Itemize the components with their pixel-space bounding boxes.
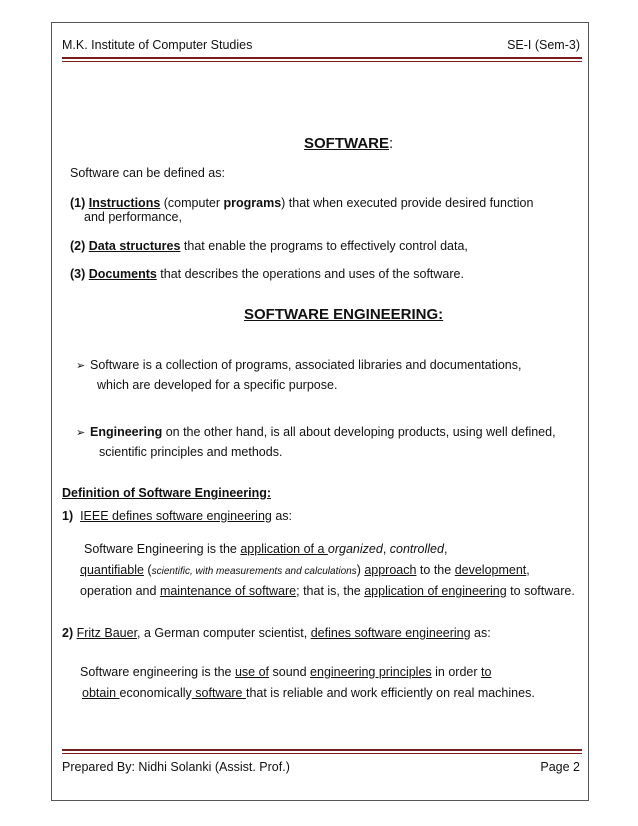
- software-item-1: (1) Instructions (computer programs) that when executed provide desired function: [70, 196, 534, 210]
- software-item-1-cont: and performance,: [84, 210, 182, 224]
- arrow-bullet-icon: ➢: [76, 427, 86, 439]
- quote-1-line-2: quantifiable (scientific, with measurements and calculations) approach to the development,: [80, 563, 530, 577]
- footer-right: Page 2: [540, 760, 580, 774]
- software-intro: Software can be defined as:: [70, 166, 225, 180]
- footer-left: Prepared By: Nidhi Solanki (Assist. Prof.): [62, 760, 290, 774]
- definition-heading: Definition of Software Engineering:: [62, 486, 272, 500]
- header-left: M.K. Institute of Computer Studies: [62, 38, 253, 52]
- quote-1-line-3: operation and maintenance of software; that is, the application of engineering to software.: [80, 584, 575, 598]
- se-bullet-1-cont: which are developed for a specific purpose.: [97, 378, 338, 392]
- definition-2: 2) Fritz Bauer, a German computer scientist, defines software engineering as:: [62, 626, 491, 640]
- arrow-bullet-icon: ➢: [76, 360, 86, 372]
- software-item-2: (2) Data structures that enable the programs to effectively control data,: [70, 239, 468, 253]
- se-title: SOFTWARE ENGINEERING:: [244, 306, 444, 323]
- header-rule: [62, 57, 582, 62]
- quote-2-line-2: obtain economically software that is reliable and work efficiently on real machines.: [82, 686, 535, 700]
- se-bullet-2: ➢ Engineering on the other hand, is all about developing products, using well defined,: [76, 425, 556, 439]
- quote-1-line-1: Software Engineering is the application of a organized, controlled,: [84, 542, 448, 556]
- quote-2-line-1: Software engineering is the use of sound engineering principles in order to: [80, 665, 492, 679]
- footer-rule: [62, 749, 582, 754]
- se-bullet-2-cont: scientific principles and methods.: [99, 445, 283, 459]
- software-title: SOFTWARE:: [304, 135, 394, 152]
- definition-1: 1) IEEE defines software engineering as:: [62, 509, 293, 523]
- header-right: SE-I (Sem-3): [507, 38, 580, 52]
- software-item-3: (3) Documents that describes the operations and uses of the software.: [70, 267, 464, 281]
- se-bullet-1: ➢ Software is a collection of programs, associated libraries and documentations,: [76, 358, 522, 372]
